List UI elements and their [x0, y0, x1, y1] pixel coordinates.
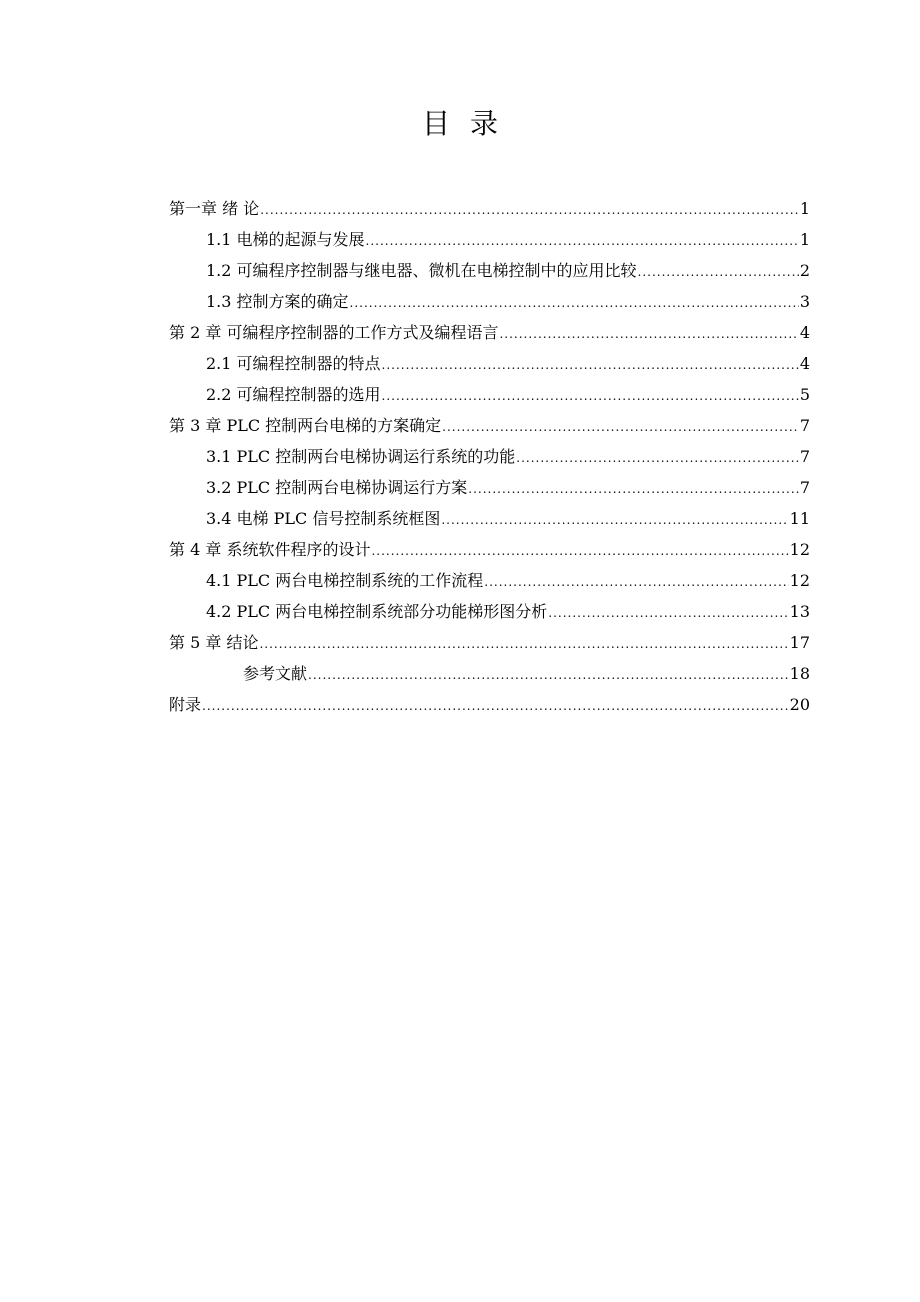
toc-entry[interactable]: [169, 317, 810, 348]
toc-leader-dots: [468, 474, 799, 505]
toc-page-number: 18: [789, 664, 810, 683]
toc-entry[interactable]: [169, 472, 810, 503]
toc-entry[interactable]: [169, 255, 810, 286]
toc-page-number: 5: [799, 385, 810, 404]
toc-page-number: 7: [799, 416, 810, 435]
toc-entry-text: 第 4 章 系统软件程序的设计: [169, 540, 371, 559]
toc-entry-text: 参考文献: [243, 664, 308, 683]
toc-entry[interactable]: [169, 379, 810, 410]
toc-leader-dots: [260, 195, 799, 226]
toc-entry-text: 第 5 章 结论: [169, 633, 259, 652]
toc-page-number: 4: [799, 323, 810, 342]
toc-page-number: 13: [789, 602, 810, 621]
toc-entry[interactable]: [169, 224, 810, 255]
toc-page-number: 20: [789, 695, 810, 714]
toc-entry[interactable]: [169, 441, 810, 472]
toc-entry[interactable]: [169, 565, 810, 596]
toc-entry-text: 第 2 章 可编程序控制器的工作方式及编程语言: [169, 323, 499, 342]
toc-entry-text: 1.3 控制方案的确定: [206, 292, 349, 311]
toc-entry-text: 3.1 PLC 控制两台电梯协调运行系统的功能: [206, 447, 516, 466]
toc-leader-dots: [308, 660, 789, 691]
toc-page-number: 4: [799, 354, 810, 373]
toc-leader-dots: [202, 691, 789, 722]
toc-entry[interactable]: [169, 689, 810, 720]
toc-entry[interactable]: [169, 627, 810, 658]
toc-leader-dots: [442, 412, 799, 443]
toc-leader-dots: [516, 443, 799, 474]
toc-leader-dots: [382, 350, 799, 381]
toc-leader-dots: [441, 505, 788, 536]
toc-entry[interactable]: [169, 658, 810, 689]
toc-page-number: 12: [789, 540, 810, 559]
toc-page-number: 1: [799, 199, 810, 218]
toc-entry[interactable]: [169, 193, 810, 224]
toc-entry[interactable]: [169, 348, 810, 379]
toc-page-number: 17: [789, 633, 810, 652]
toc-entry[interactable]: [169, 596, 810, 627]
toc-leader-dots: [548, 598, 788, 629]
toc-entry-text: 1.2 可编程序控制器与继电器、微机在电梯控制中的应用比较: [206, 261, 637, 280]
toc-entry-text: 3.2 PLC 控制两台电梯协调运行方案: [206, 478, 468, 497]
toc-entry-text: 2.1 可编程控制器的特点: [206, 354, 381, 373]
toc-entry[interactable]: [169, 410, 810, 441]
toc-leader-dots: [371, 536, 788, 567]
toc-entry[interactable]: [169, 503, 810, 534]
toc-leader-dots: [366, 226, 799, 257]
toc-entry-text: 2.2 可编程控制器的选用: [206, 385, 381, 404]
toc-leader-dots: [638, 257, 799, 288]
toc-leader-dots: [382, 381, 799, 412]
toc-entry-text: 1.1 电梯的起源与发展: [206, 230, 365, 249]
toc-page-number: 2: [799, 261, 810, 280]
toc-entry[interactable]: [169, 286, 810, 317]
toc-title: 目录: [421, 107, 518, 140]
toc-leader-dots: [499, 319, 798, 350]
toc-leader-dots: [350, 288, 799, 319]
toc-entry-text: 4.1 PLC 两台电梯控制系统的工作流程: [206, 571, 484, 590]
toc-entry[interactable]: [169, 534, 810, 565]
toc-page-number: 12: [789, 571, 810, 590]
toc-list: [169, 193, 810, 720]
toc-entry-text: 第 3 章 PLC 控制两台电梯的方案确定: [169, 416, 442, 435]
toc-entry-text: 4.2 PLC 两台电梯控制系统部分功能梯形图分析: [206, 602, 548, 621]
toc-entry-text: 3.4 电梯 PLC 信号控制系统框图: [206, 509, 441, 528]
toc-page-number: 3: [799, 292, 810, 311]
toc-leader-dots: [484, 567, 788, 598]
toc-entry-text: 第一章 绪 论: [169, 199, 260, 218]
toc-page-number: 1: [799, 230, 810, 249]
toc-page-number: 7: [799, 478, 810, 497]
toc-entry-text: 附录: [169, 695, 202, 714]
toc-page-number: 11: [789, 509, 810, 528]
toc-page-number: 7: [799, 447, 810, 466]
toc-leader-dots: [259, 629, 788, 660]
